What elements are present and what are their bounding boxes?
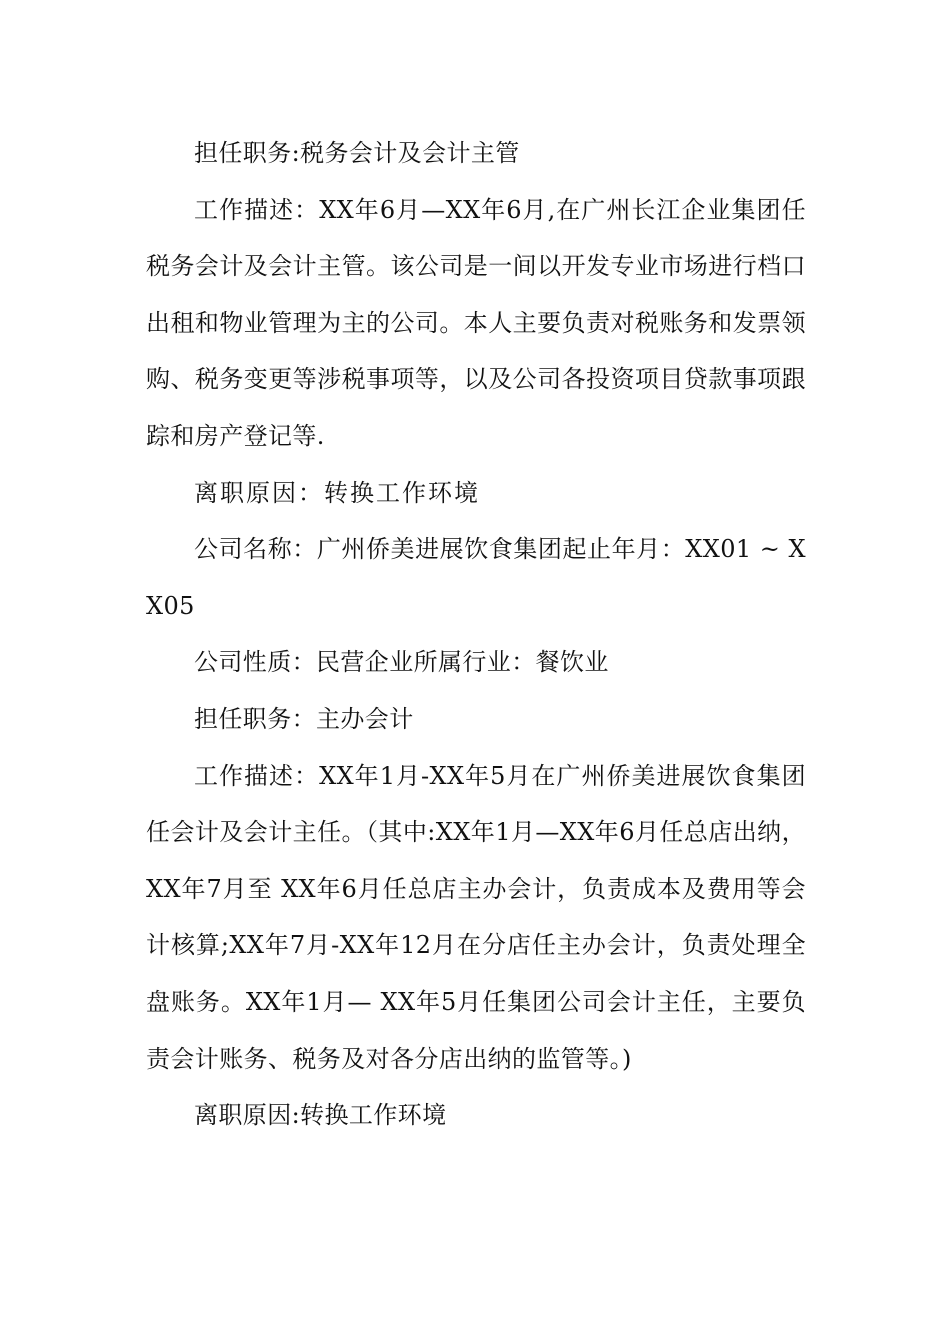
company-name-paragraph: 公司名称：广州侨美进展饮食集团起止年月：XX01 ~ XX05 bbox=[146, 535, 806, 620]
leaving-reason-paragraph: 离职原因:转换工作环境 bbox=[194, 1101, 447, 1130]
job-description-paragraph: 工作描述：XX年6月—XX年6月,在广州长江企业集团任税务会计及会计主管。该公司是一间以开发专业市场进行档口出租和物业管理为主的公司。本人主要负责对税账务和发票领购、税务变更等涉税事项等，以及公司各投资项目贷款事项跟踪和房产登记等. bbox=[146, 195, 806, 450]
company-nature-paragraph: 公司性质：民营企业所属行业：餐饮业 bbox=[194, 648, 609, 677]
document-body bbox=[146, 125, 806, 1144]
position-paragraph: 担任职务:税务会计及会计主管 bbox=[194, 139, 520, 167]
job-description-paragraph: 工作描述：XX年1月-XX年5月在广州侨美进展饮食集团任会计及会计主任。（其中:XX年1月—XX年6月任总店出纳，XX年7月至 XX年6月任总店主办会计，负责成本及费用等会计核算;XX年7月-XX年12月在分店任主办会计，负责处理全盘账务。XX年1月— XX年5月任集团公司会计主任，主要负责会计账务、税务及对各分店出纳的监管等。) bbox=[146, 761, 806, 1073]
leaving-reason-paragraph: 离职原因：转换工作环境 bbox=[194, 478, 480, 507]
position-paragraph: 担任职务：主办会计 bbox=[194, 704, 414, 733]
